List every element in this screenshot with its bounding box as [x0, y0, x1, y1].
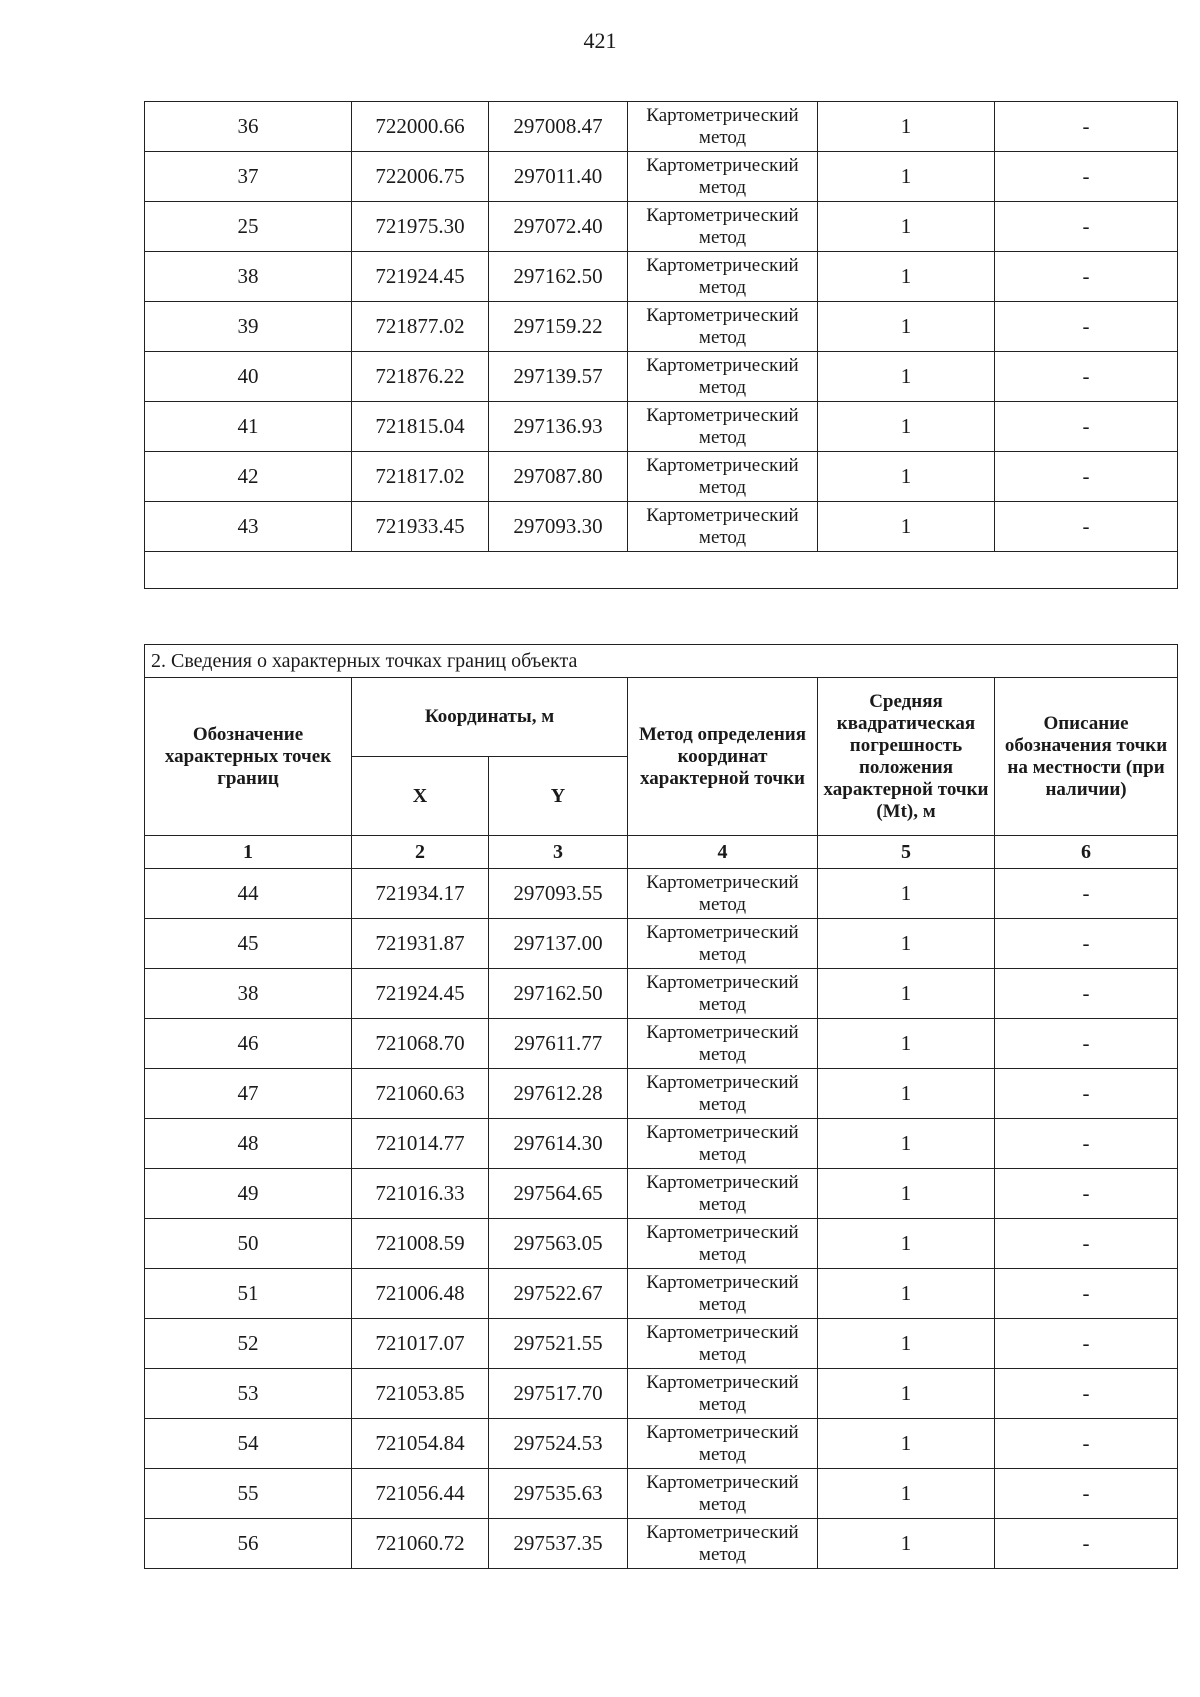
cell-x: 721877.02: [352, 302, 489, 352]
coordinates-table-continued: [144, 101, 1178, 589]
cell-y: 297521.55: [489, 1319, 628, 1369]
cell-mt: 1: [818, 1219, 995, 1269]
cell-mt: 1: [818, 1469, 995, 1519]
cell-desc: -: [995, 1219, 1178, 1269]
table-row: [145, 352, 1178, 402]
cell-method: Картометрический метод: [628, 1219, 818, 1269]
table-row: [145, 202, 1178, 252]
header-method: Метод определения координат характерной точки: [628, 678, 818, 836]
cell-x: 721006.48: [352, 1269, 489, 1319]
cell-desc: -: [995, 302, 1178, 352]
table-row: [145, 869, 1178, 919]
cell-x: 721817.02: [352, 452, 489, 502]
header-point: Обозначение характерных точек границ: [145, 678, 352, 836]
cell-y: 297139.57: [489, 352, 628, 402]
table-header: [145, 645, 1178, 869]
cell-x: 721016.33: [352, 1169, 489, 1219]
cell-x: 721017.07: [352, 1319, 489, 1369]
header-description: Описание обозначения точки на местности (при наличии): [995, 678, 1178, 836]
cell-desc: -: [995, 1119, 1178, 1169]
empty-row: [145, 552, 1178, 589]
table-body: [145, 869, 1178, 1569]
cell-point: 50: [145, 1219, 352, 1269]
cell-y: 297008.47: [489, 102, 628, 152]
cell-mt: 1: [818, 1019, 995, 1069]
cell-x: 722000.66: [352, 102, 489, 152]
cell-x: 721053.85: [352, 1369, 489, 1419]
cell-x: 721068.70: [352, 1019, 489, 1069]
column-number: 4: [628, 836, 818, 869]
cell-desc: -: [995, 1319, 1178, 1369]
cell-mt: 1: [818, 502, 995, 552]
cell-method: Картометрический метод: [628, 402, 818, 452]
cell-y: 297564.65: [489, 1169, 628, 1219]
cell-point: 42: [145, 452, 352, 502]
cell-x: 721815.04: [352, 402, 489, 452]
page-number: 421: [583, 28, 617, 53]
cell-x: 721054.84: [352, 1419, 489, 1469]
cell-x: 721975.30: [352, 202, 489, 252]
cell-method: Картометрический метод: [628, 352, 818, 402]
cell-point: 51: [145, 1269, 352, 1319]
cell-method: Картометрический метод: [628, 1269, 818, 1319]
cell-mt: 1: [818, 352, 995, 402]
cell-point: 38: [145, 252, 352, 302]
table-row: [145, 1219, 1178, 1269]
cell-method: Картометрический метод: [628, 202, 818, 252]
table-row: [145, 1119, 1178, 1169]
cell-method: Картометрический метод: [628, 869, 818, 919]
cell-x: 722006.75: [352, 152, 489, 202]
table-row: [145, 152, 1178, 202]
cell-method: Картометрический метод: [628, 1319, 818, 1369]
cell-y: 297136.93: [489, 402, 628, 452]
cell-method: Картометрический метод: [628, 1419, 818, 1469]
cell-method: Картометрический метод: [628, 152, 818, 202]
table-row: [145, 1019, 1178, 1069]
cell-method: Картометрический метод: [628, 969, 818, 1019]
cell-y: 297011.40: [489, 152, 628, 202]
cell-mt: 1: [818, 1519, 995, 1569]
cell-point: 55: [145, 1469, 352, 1519]
cell-mt: 1: [818, 252, 995, 302]
cell-method: Картометрический метод: [628, 919, 818, 969]
cell-desc: -: [995, 202, 1178, 252]
cell-y: 297162.50: [489, 252, 628, 302]
cell-point: 41: [145, 402, 352, 452]
column-number: 6: [995, 836, 1178, 869]
cell-x: 721008.59: [352, 1219, 489, 1269]
cell-y: 297535.63: [489, 1469, 628, 1519]
table-row: [145, 102, 1178, 152]
cell-x: 721014.77: [352, 1119, 489, 1169]
cell-desc: -: [995, 1519, 1178, 1569]
cell-mt: 1: [818, 452, 995, 502]
cell-y: 297612.28: [489, 1069, 628, 1119]
column-number: 2: [352, 836, 489, 869]
table-row: [145, 1169, 1178, 1219]
cell-method: Картометрический метод: [628, 1369, 818, 1419]
cell-desc: -: [995, 402, 1178, 452]
cell-y: 297517.70: [489, 1369, 628, 1419]
cell-mt: 1: [818, 1119, 995, 1169]
cell-desc: -: [995, 352, 1178, 402]
cell-method: Картометрический метод: [628, 1119, 818, 1169]
cell-desc: -: [995, 919, 1178, 969]
cell-desc: -: [995, 1469, 1178, 1519]
cell-x: 721933.45: [352, 502, 489, 552]
cell-mt: 1: [818, 302, 995, 352]
cell-mt: 1: [818, 869, 995, 919]
cell-y: 297563.05: [489, 1219, 628, 1269]
cell-method: Картометрический метод: [628, 1069, 818, 1119]
cell-desc: -: [995, 1169, 1178, 1219]
cell-x: 721876.22: [352, 352, 489, 402]
cell-mt: 1: [818, 1369, 995, 1419]
cell-mt: 1: [818, 969, 995, 1019]
cell-y: 297093.30: [489, 502, 628, 552]
cell-y: 297614.30: [489, 1119, 628, 1169]
cell-y: 297093.55: [489, 869, 628, 919]
cell-point: 36: [145, 102, 352, 152]
cell-mt: 1: [818, 152, 995, 202]
cell-desc: -: [995, 1069, 1178, 1119]
cell-mt: 1: [818, 402, 995, 452]
cell-desc: -: [995, 1419, 1178, 1469]
cell-y: 297137.00: [489, 919, 628, 969]
cell-y: 297087.80: [489, 452, 628, 502]
cell-mt: 1: [818, 1069, 995, 1119]
cell-method: Картометрический метод: [628, 452, 818, 502]
cell-point: 43: [145, 502, 352, 552]
section-title: 2. Сведения о характерных точках границ объекта: [145, 645, 1178, 678]
table-row: [145, 452, 1178, 502]
table-row: [145, 402, 1178, 452]
cell-mt: 1: [818, 102, 995, 152]
cell-point: 46: [145, 1019, 352, 1069]
table-row: [145, 1369, 1178, 1419]
cell-method: Картометрический метод: [628, 1519, 818, 1569]
cell-desc: -: [995, 1269, 1178, 1319]
cell-mt: 1: [818, 1269, 995, 1319]
cell-mt: 1: [818, 202, 995, 252]
cell-point: 56: [145, 1519, 352, 1569]
empty-cell: [145, 552, 1178, 589]
boundary-points-table: [144, 644, 1178, 1569]
table-row: [145, 1469, 1178, 1519]
cell-point: 47: [145, 1069, 352, 1119]
table-row: [145, 1519, 1178, 1569]
column-number: 1: [145, 836, 352, 869]
table-body: [145, 102, 1178, 589]
table-row: [145, 1419, 1178, 1469]
cell-point: 37: [145, 152, 352, 202]
cell-point: 45: [145, 919, 352, 969]
table-row: [145, 1269, 1178, 1319]
table-row: [145, 502, 1178, 552]
cell-x: 721060.72: [352, 1519, 489, 1569]
cell-method: Картометрический метод: [628, 502, 818, 552]
cell-method: Картометрический метод: [628, 252, 818, 302]
cell-point: 53: [145, 1369, 352, 1419]
cell-point: 38: [145, 969, 352, 1019]
cell-point: 44: [145, 869, 352, 919]
header-x: X: [352, 757, 489, 836]
cell-x: 721934.17: [352, 869, 489, 919]
cell-y: 297524.53: [489, 1419, 628, 1469]
cell-desc: -: [995, 869, 1178, 919]
cell-desc: -: [995, 452, 1178, 502]
table-row: [145, 252, 1178, 302]
cell-x: 721060.63: [352, 1069, 489, 1119]
cell-desc: -: [995, 102, 1178, 152]
cell-desc: -: [995, 1369, 1178, 1419]
cell-method: Картометрический метод: [628, 1169, 818, 1219]
cell-x: 721924.45: [352, 252, 489, 302]
cell-mt: 1: [818, 1319, 995, 1369]
cell-y: 297159.22: [489, 302, 628, 352]
header-coordinates: Координаты, м: [352, 678, 628, 757]
cell-x: 721056.44: [352, 1469, 489, 1519]
cell-method: Картометрический метод: [628, 1019, 818, 1069]
table-row: [145, 302, 1178, 352]
column-number: 3: [489, 836, 628, 869]
cell-point: 49: [145, 1169, 352, 1219]
cell-point: 52: [145, 1319, 352, 1369]
cell-y: 297522.67: [489, 1269, 628, 1319]
cell-method: Картометрический метод: [628, 1469, 818, 1519]
cell-point: 54: [145, 1419, 352, 1469]
cell-method: Картометрический метод: [628, 102, 818, 152]
column-number: 5: [818, 836, 995, 869]
cell-method: Картометрический метод: [628, 302, 818, 352]
cell-desc: -: [995, 252, 1178, 302]
cell-point: 48: [145, 1119, 352, 1169]
cell-x: 721924.45: [352, 969, 489, 1019]
cell-point: 40: [145, 352, 352, 402]
table-row: [145, 1069, 1178, 1119]
cell-y: 297611.77: [489, 1019, 628, 1069]
cell-y: 297072.40: [489, 202, 628, 252]
cell-y: 297162.50: [489, 969, 628, 1019]
table-row: [145, 919, 1178, 969]
table-row: [145, 969, 1178, 1019]
header-y: Y: [489, 757, 628, 836]
cell-mt: 1: [818, 919, 995, 969]
cell-mt: 1: [818, 1419, 995, 1469]
cell-mt: 1: [818, 1169, 995, 1219]
cell-desc: -: [995, 152, 1178, 202]
cell-desc: -: [995, 1019, 1178, 1069]
cell-y: 297537.35: [489, 1519, 628, 1569]
cell-point: 39: [145, 302, 352, 352]
cell-desc: -: [995, 502, 1178, 552]
table-row: [145, 1319, 1178, 1369]
header-mt: Средняя квадратическая погрешность положения характерной точки (Mt), м: [818, 678, 995, 836]
cell-x: 721931.87: [352, 919, 489, 969]
cell-desc: -: [995, 969, 1178, 1019]
cell-point: 25: [145, 202, 352, 252]
